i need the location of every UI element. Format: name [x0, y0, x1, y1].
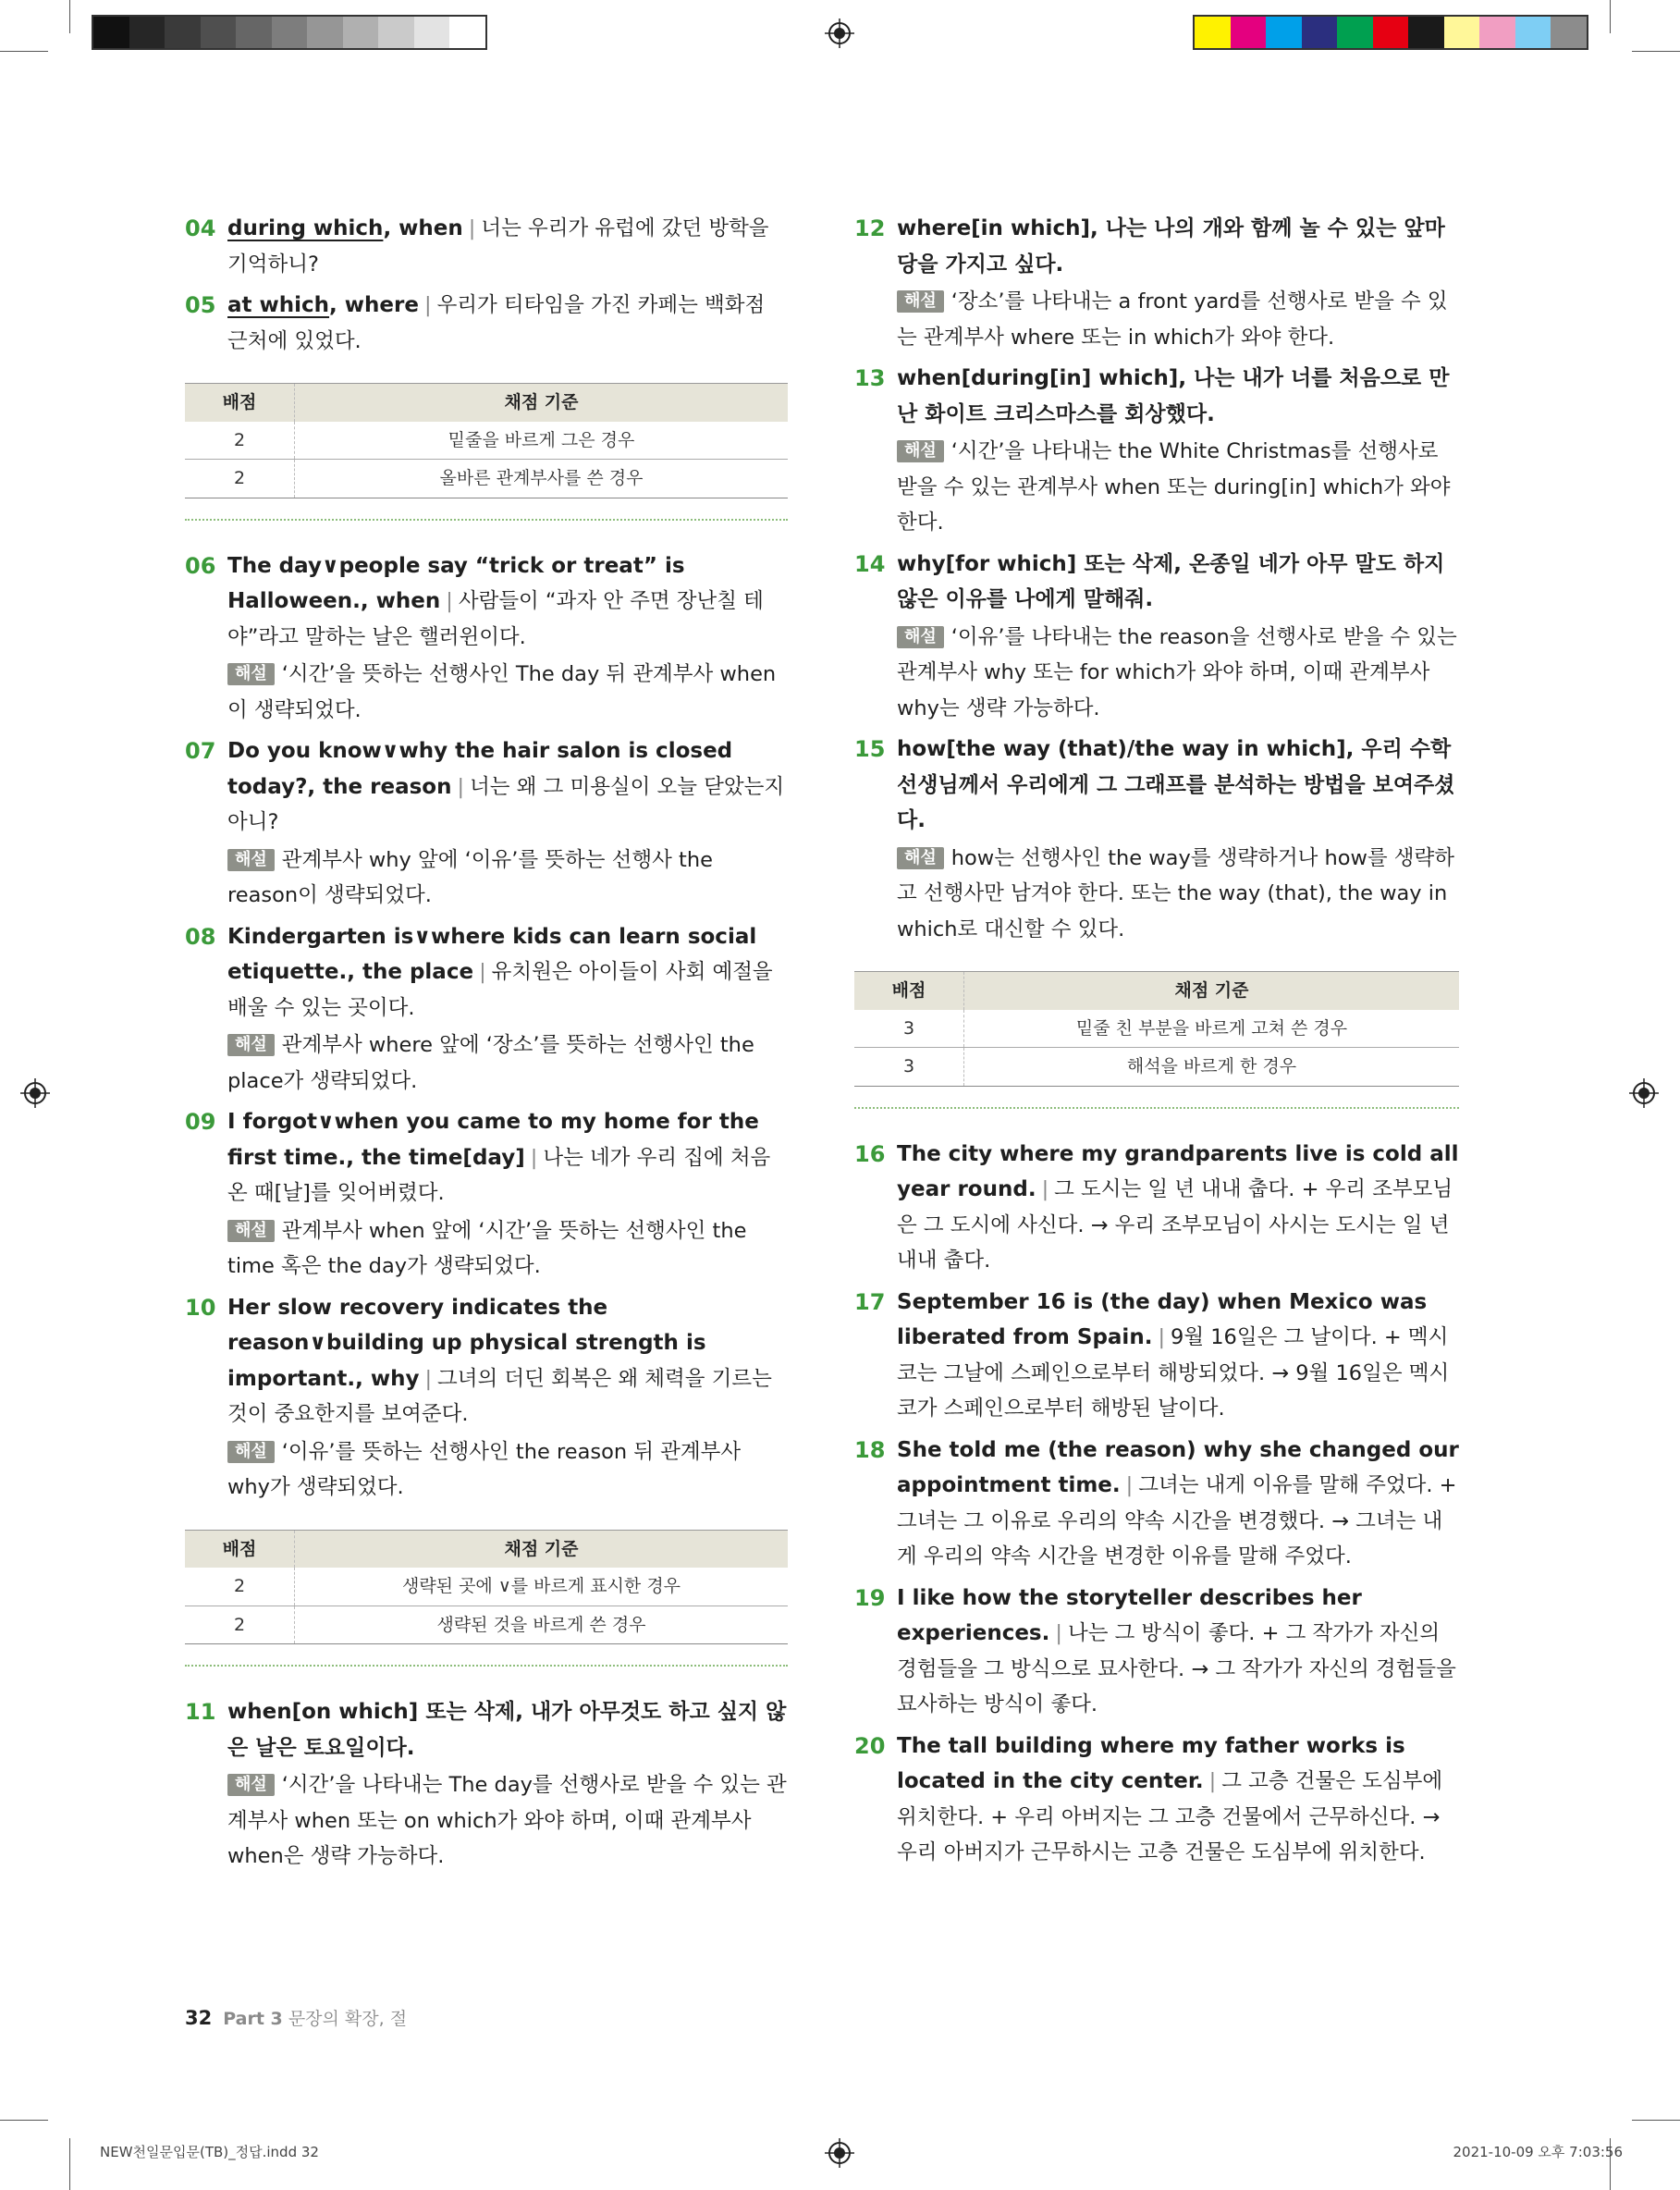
translation: 너는 우리가 유럽에 갔던 방학을 기억하니? [227, 216, 769, 277]
dotted-divider [185, 1665, 788, 1667]
item-number: 18 [854, 1436, 886, 1463]
explanation [227, 843, 788, 914]
crop-mark [1632, 51, 1680, 52]
explanation [897, 284, 1459, 355]
gray-calibration-bar [92, 15, 487, 50]
table-cell: 2 [185, 460, 295, 498]
translation: 유치원은 아이들이 사회 예절을 배울 수 있는 곳이다. [227, 960, 773, 1020]
table-cell: 생략된 것을 바르게 쓴 경우 [295, 1606, 789, 1644]
color-swatch [165, 17, 201, 48]
answer-item-19 [854, 1581, 1459, 1723]
translation: 나는 네가 우리 집에 처음 온 때[날]를 잊어버렸다. [227, 1145, 771, 1205]
explanation-tag: 해설 [227, 1774, 275, 1796]
explanation-tag: 해설 [227, 663, 275, 685]
item-number: 04 [185, 215, 216, 241]
color-swatch [129, 17, 166, 48]
explanation-tag: 해설 [897, 290, 944, 313]
slug-date: 2021-10-09 오후 7:03:56 [1453, 2144, 1623, 2160]
item-number: 07 [185, 738, 216, 764]
explanation-tag: 해설 [227, 849, 275, 871]
explanation-tag: 해설 [897, 626, 944, 648]
explanation-text: ‘시간’을 나타내는 The day를 선행사로 받을 수 있는 관계부사 when 또는 on which가 와야 하며, 이때 관계부사 when은 생략 가능하다. [227, 1773, 787, 1868]
answer-text: She told me (the reason) why she changed our appointment time. [897, 1437, 1459, 1497]
answer-item-07 [185, 733, 788, 914]
answer-item-14 [854, 547, 1459, 727]
color-swatch [1337, 17, 1373, 48]
color-swatch [1408, 17, 1444, 48]
item-number: 06 [185, 552, 216, 579]
table-cell: 2 [185, 422, 295, 460]
answer-item-11 [185, 1694, 788, 1875]
crop-mark [1610, 0, 1611, 33]
color-swatch [1302, 17, 1338, 48]
right-column [854, 211, 1459, 1876]
explanation [227, 1434, 788, 1506]
answer-item-15 [854, 732, 1459, 947]
table-header: 배점 [185, 1530, 295, 1568]
table-cell: 해석을 바르게 한 경우 [964, 1048, 1460, 1087]
answer-text: Do you know∨why the hair salon is closed today?, the reason [227, 739, 733, 799]
color-swatch [1479, 17, 1515, 48]
separator: | [479, 960, 486, 984]
answer-item-04 [185, 211, 788, 282]
explanation [227, 657, 788, 728]
color-swatch [1231, 17, 1267, 48]
translation: 그녀의 더딘 회복은 왜 체력을 기르는 것이 중요한지를 보여준다. [227, 1366, 772, 1426]
item-number: 10 [185, 1294, 216, 1321]
separator: | [1055, 1621, 1062, 1645]
separator: | [1041, 1177, 1049, 1201]
dotted-divider [854, 1107, 1459, 1109]
item-number: 11 [185, 1699, 216, 1725]
page-number: 32 [185, 2007, 213, 2029]
color-swatch [1266, 17, 1302, 48]
crop-mark [69, 2138, 70, 2190]
table-row [185, 1568, 788, 1606]
registration-mark-icon [825, 18, 854, 48]
scoring-table [854, 971, 1459, 1087]
explanation-text: 관계부사 when 앞에 ‘시간’을 뜻하는 선행사인 the time 혹은 the day가 생략되었다. [227, 1218, 747, 1278]
item-number: 12 [854, 215, 886, 241]
table-row [854, 1010, 1459, 1048]
explanation-text: ‘장소’를 나타내는 a front yard를 선행사로 받을 수 있는 관계부사 where 또는 in which가 와야 한다. [897, 289, 1448, 350]
answer-text: how[the way (that)/the way in which], 우리 수학 선생님께서 우리에게 그 그래프를 분석하는 방법을 보여주셨다. [897, 737, 1455, 832]
color-swatch [307, 17, 343, 48]
item-number: 08 [185, 923, 216, 950]
table-header: 배점 [185, 384, 295, 422]
item-number: 14 [854, 550, 886, 577]
color-swatch [449, 17, 485, 48]
item-number: 15 [854, 736, 886, 762]
answer-text: why[for which] 또는 삭제, 온종일 네가 아무 말도 하지 않은 이유를 나에게 말해줘. [897, 551, 1445, 611]
answer-text: September 16 is (the day) when Mexico was liberated from Spain. [897, 1289, 1428, 1349]
translation: 그녀는 내게 이유를 말해 주었다. + 그녀는 그 이유로 우리의 약속 시간을 변경했다. → 그녀는 내게 우리의 약속 시간을 변경한 이유를 말해 주었다. [897, 1473, 1457, 1569]
answer-rest: , where [329, 293, 419, 317]
explanation-tag: 해설 [897, 440, 944, 462]
separator: | [457, 774, 465, 799]
table-cell: 2 [185, 1568, 295, 1606]
left-column [185, 211, 788, 1880]
item-number: 16 [854, 1140, 886, 1167]
table-cell: 밑줄 친 부분을 바르게 고쳐 쓴 경우 [964, 1010, 1460, 1048]
separator: | [424, 1366, 433, 1391]
separator: | [1158, 1325, 1166, 1349]
slug-file: NEW천일문입문(TB)_정답.indd 32 [100, 2144, 319, 2160]
item-number: 17 [854, 1288, 886, 1315]
table-cell: 생략된 곳에 ∨를 바르게 표시한 경우 [295, 1568, 789, 1606]
separator: | [446, 589, 453, 613]
scoring-table [185, 383, 788, 498]
table-cell: 3 [854, 1010, 964, 1048]
separator: | [1125, 1473, 1134, 1497]
table-row [185, 422, 788, 460]
table-row [854, 1048, 1459, 1087]
explanation [227, 1767, 788, 1875]
explanation-tag: 해설 [897, 847, 944, 869]
explanation-tag: 해설 [227, 1220, 275, 1242]
explanation-text: how는 선행사인 the way를 생략하거나 how를 생략하고 선행사만 남겨야 한다. 또는 the way (that), the way in which로 대신할 수 있다. [897, 845, 1455, 941]
explanation [897, 620, 1459, 727]
answer-item-12 [854, 211, 1459, 355]
table-header: 채점 기준 [964, 972, 1460, 1010]
answer-text [227, 293, 419, 317]
table-cell: 올바른 관계부사를 쓴 경우 [295, 460, 789, 498]
translation: 나는 그 방식이 좋다. + 그 작가가 자신의 경험들을 그 방식으로 묘사한다. → 그 작가가 자신의 경험들을 묘사하는 방식이 좋다. [897, 1621, 1456, 1716]
translation: 우리가 티타임을 가진 카페는 백화점 근처에 있었다. [227, 293, 766, 353]
crop-mark [69, 0, 70, 33]
item-number: 05 [185, 292, 216, 318]
crop-mark [1632, 2120, 1680, 2121]
answer-text: The tall building where my father works is located in the city center. [897, 1733, 1405, 1793]
explanation-text: ‘시간’을 나타내는 the White Christmas를 선행사로 받을 수 있는 관계부사 when 또는 during[in] which가 와야 한다. [897, 439, 1451, 535]
answer-text: The city where my grandparents live is cold all year round. [897, 1141, 1459, 1201]
crop-mark [0, 51, 48, 52]
answer-text: Her slow recovery indicates the reason∨building up physical strength is important., why [227, 1295, 706, 1391]
color-swatch [272, 17, 308, 48]
answer-text: when[on which] 또는 삭제, 내가 아무것도 하고 싶지 않은 날은 토요일이다. [227, 1700, 787, 1760]
answer-item-16 [854, 1137, 1459, 1279]
page-footer [185, 2005, 407, 2030]
item-number: 13 [854, 365, 886, 391]
table-row [185, 1606, 788, 1644]
answer-text: The day∨people say “trick or treat” is Halloween., when [227, 553, 685, 613]
underlined-answer: at which [227, 293, 330, 317]
answer-text: Kindergarten is∨where kids can learn social etiquette., the place [227, 924, 757, 984]
explanation [227, 1213, 788, 1285]
color-swatch [414, 17, 450, 48]
answer-item-20 [854, 1729, 1459, 1871]
table-cell: 2 [185, 1606, 295, 1644]
color-swatch [201, 17, 237, 48]
answer-item-10 [185, 1290, 788, 1506]
explanation-text: ‘이유’를 나타내는 the reason을 선행사로 받을 수 있는 관계부사 why 또는 for which가 와야 하며, 이때 관계부사 why는 생략 가능하다. [897, 624, 1457, 720]
explanation-tag: 해설 [227, 1441, 275, 1463]
translation: 그 도시는 일 년 내내 춥다. + 우리 조부모님은 그 도시에 사신다. → 우리 조부모님이 사시는 도시는 일 년 내내 춥다. [897, 1177, 1453, 1273]
answer-item-18 [854, 1433, 1459, 1575]
color-swatch [236, 17, 272, 48]
answer-text: when[during[in] which], 나는 내가 너를 처음으로 만난 화이트 크리스마스를 회상했다. [897, 366, 1450, 426]
part-title: 문장의 확장, 절 [288, 2009, 408, 2029]
table-cell: 밑줄을 바르게 그은 경우 [295, 422, 789, 460]
explanation [897, 434, 1459, 541]
color-swatch [1373, 17, 1409, 48]
color-swatch [1515, 17, 1551, 48]
underlined-answer: during which [227, 216, 384, 240]
answer-text: where[in which], 나는 나의 개와 함께 놀 수 있는 앞마당을 가지고 싶다. [897, 216, 1445, 277]
answer-item-05 [185, 288, 788, 359]
explanation-text: ‘이유’를 뜻하는 선행사인 the reason 뒤 관계부사 why가 생략되었다. [227, 1439, 742, 1499]
explanation-tag: 해설 [227, 1034, 275, 1056]
table-cell: 3 [854, 1048, 964, 1087]
explanation-text: 관계부사 where 앞에 ‘장소’를 뜻하는 선행사인 the place가 생략되었다. [227, 1033, 754, 1093]
answer-item-13 [854, 361, 1459, 541]
table-row [185, 460, 788, 498]
color-swatch [93, 17, 129, 48]
answer-rest: , when [383, 216, 463, 240]
answer-text: I like how the storyteller describes her experiences. [897, 1585, 1362, 1645]
color-swatch [343, 17, 379, 48]
explanation [897, 841, 1459, 948]
table-header: 채점 기준 [295, 1530, 789, 1568]
registration-mark-icon [825, 2138, 854, 2168]
translation: 그 고층 건물은 도심부에 위치한다. + 우리 아버지는 그 고층 건물에서 근무하신다. → 우리 아버지가 근무하시는 고층 건물은 도심부에 위치한다. [897, 1769, 1443, 1864]
table-header: 채점 기준 [295, 384, 789, 422]
item-number: 19 [854, 1584, 886, 1611]
answer-text: I forgot∨when you came to my home for the first time., the time[day] [227, 1110, 759, 1170]
registration-mark-icon [20, 1078, 50, 1108]
separator: | [423, 293, 432, 317]
color-swatch [1195, 17, 1231, 48]
separator: | [530, 1145, 538, 1170]
explanation-text: 관계부사 why 앞에 ‘이유’를 뜻하는 선행사 the reason이 생략되었다. [227, 847, 713, 907]
registration-mark-icon [1629, 1078, 1659, 1108]
color-swatch [378, 17, 414, 48]
table-header: 배점 [854, 972, 964, 1010]
answer-item-08 [185, 919, 788, 1100]
color-swatch [1444, 17, 1480, 48]
item-number: 20 [854, 1732, 886, 1759]
dotted-divider [185, 519, 788, 521]
item-number: 09 [185, 1109, 216, 1135]
color-swatch [1551, 17, 1587, 48]
separator: | [468, 216, 476, 240]
answer-text [227, 216, 463, 240]
translation: 9월 16일은 그 날이다. + 멕시코는 그날에 스페인으로부터 해방되었다. → 9월 16일은 멕시코가 스페인으로부터 해방된 날이다. [897, 1325, 1450, 1421]
translation: 너는 왜 그 미용실이 오늘 닫았는지 아니? [227, 774, 785, 834]
explanation [227, 1027, 788, 1099]
crop-mark [0, 2120, 48, 2121]
scoring-table [185, 1530, 788, 1645]
explanation-text: ‘시간’을 뜻하는 선행사인 The day 뒤 관계부사 when이 생략되었다. [227, 662, 777, 722]
color-calibration-bar [1193, 15, 1588, 50]
translation: 사람들이 “과자 안 주면 장난칠 테야”라고 말하는 날은 핼러윈이다. [227, 589, 764, 649]
answer-item-09 [185, 1104, 788, 1285]
part-label: Part 3 [223, 2009, 283, 2029]
separator: | [1208, 1769, 1217, 1793]
answer-item-17 [854, 1285, 1459, 1427]
answer-item-06 [185, 548, 788, 729]
